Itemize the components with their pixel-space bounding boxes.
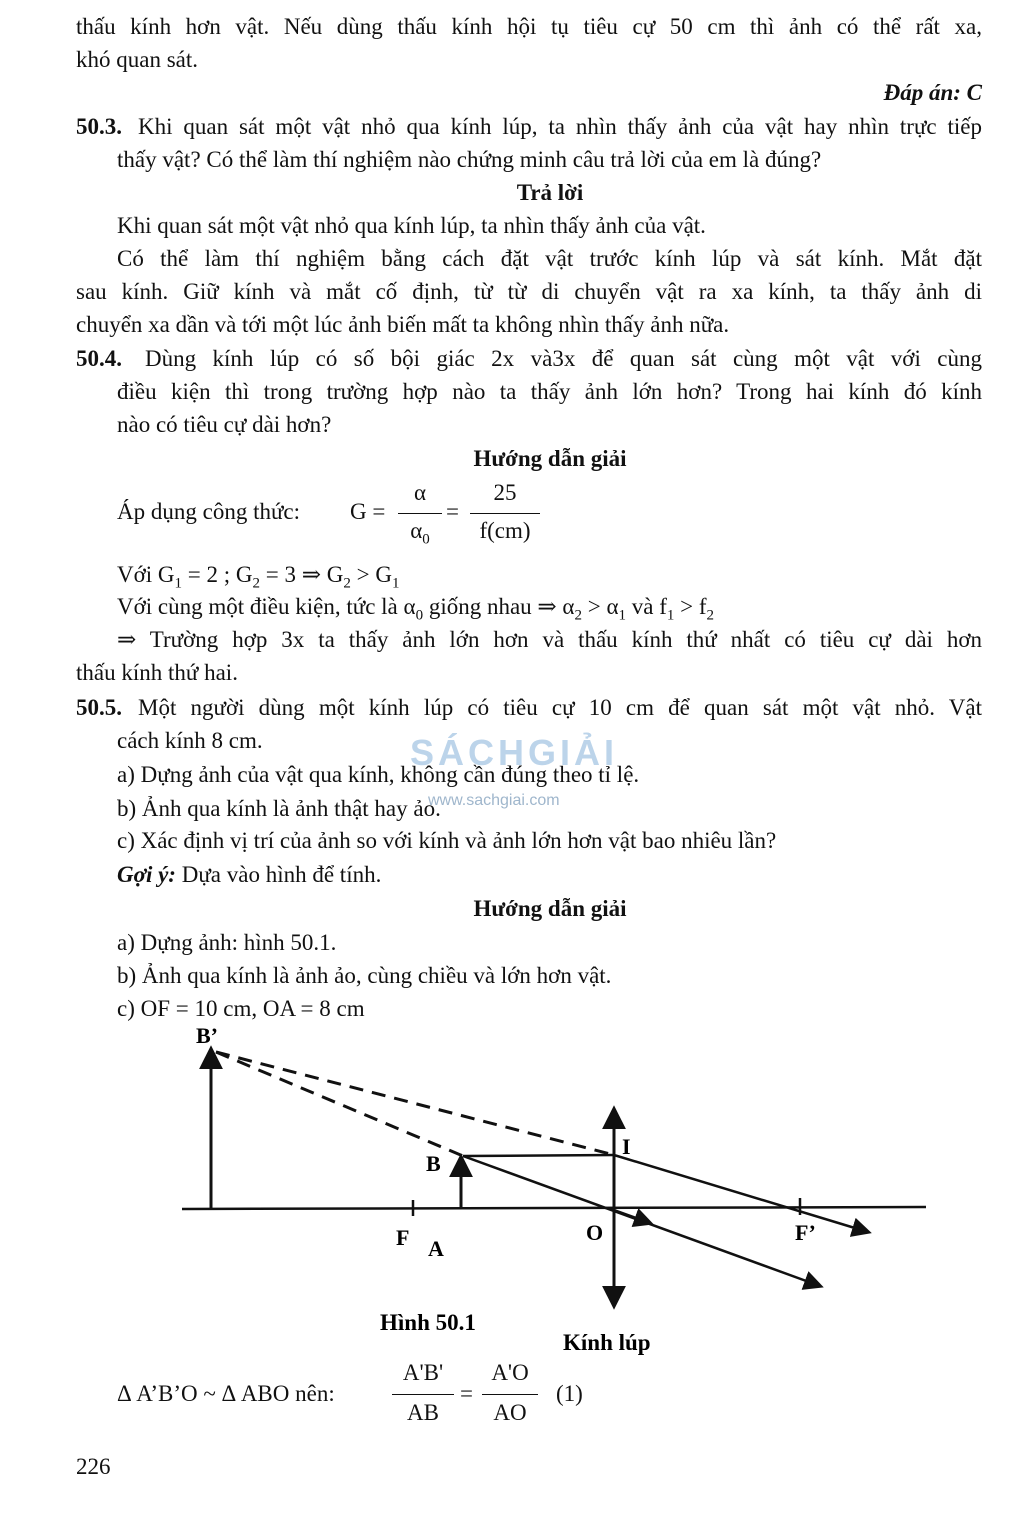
intro-line-1: thấu kính hơn vật. Nếu dùng thấu kính hội tụ tiêu cự 50 cm thì ảnh có thể rất xa, (76, 14, 982, 39)
solution-50-4-line-3: ⇒ Trường hợp 3x ta thấy ảnh lớn hơn và thấu kính thứ nhất có tiêu cự dài hơn (117, 627, 982, 652)
ray-refracted-focal (614, 1155, 868, 1232)
dashed-extension-2 (216, 1052, 463, 1156)
question-50-5-part-a: a) Dựng ảnh của vật qua kính, không cần đúng theo tỉ lệ. (117, 762, 640, 787)
formula-fraction-2-denominator: f(cm) (479, 518, 531, 543)
solution-50-5-part-c: c) OF = 10 cm, OA = 8 cm (117, 996, 365, 1021)
solution-50-4-line-4: thấu kính thứ hai. (76, 660, 238, 685)
watermark-logo: SÁCHGIẢI (410, 732, 619, 773)
answer-50-3-line-3: sau kính. Giữ kính và mắt cố định, từ từ di chuyển vật ra xa kính, ta thấy ảnh di (76, 279, 982, 304)
label-b: B (426, 1151, 441, 1176)
solution-50-4-line-2: Với cùng một điều kiện, tức là $\alpha_0$ giống nhau ⇒ $\alpha_2 > \alpha_1$ và $f_1 > f_2$ (117, 594, 715, 624)
question-50-5-part-c: c) Xác định vị trí của ảnh so với kính và ảnh lớn hơn vật bao nhiêu lần? (117, 828, 777, 853)
formula-equals: = (446, 499, 459, 524)
watermark-url: www.sachgiai.com (428, 792, 560, 809)
answer-50-3-line-2: Có thể làm thí nghiệm bằng cách đặt vật trước kính lúp và sát kính. Mắt đặt (117, 246, 982, 271)
label-f-prime: F’ (795, 1220, 816, 1245)
question-50-5-line-1: Một người dùng một kính lúp có tiêu cự 10 cm để quan sát một vật nhỏ. Vật (138, 695, 982, 720)
solution-50-5-part-a: a) Dựng ảnh: hình 50.1. (117, 930, 337, 955)
similarity-fraction-bar (392, 1394, 454, 1395)
question-number-50-5: 50.5. (76, 695, 122, 720)
label-i: I (622, 1134, 631, 1159)
formula-g: G = (350, 499, 386, 524)
solution-50-4-line-1: Với $G_1 = 2$ ; $G_2 = 3$ ⇒ $G_2 > G_1$ (117, 562, 400, 592)
solution-50-5-part-b: b) Ảnh qua kính là ảnh ảo, cùng chiều và lớn hơn vật. (117, 963, 612, 988)
label-f: F (396, 1225, 410, 1250)
figure-caption: Hình 50.1 (380, 1310, 476, 1335)
principal-axis (182, 1207, 926, 1209)
similarity-fraction-1-denominator: AB (407, 1400, 439, 1425)
similarity-fraction-2-denominator: AO (493, 1400, 527, 1425)
solution-heading-50-4: Hướng dẫn giải (473, 446, 627, 471)
answer-heading: Trả lời (516, 180, 584, 205)
similarity-equals: = (460, 1381, 473, 1406)
question-number-50-4: 50.4. (76, 346, 122, 371)
question-50-4-line-3: nào có tiêu cự dài hơn? (117, 412, 332, 437)
answer-50-3-line-4: chuyển xa dần và tới một lúc ảnh biến mất ta không nhìn thấy ảnh nữa. (76, 312, 730, 337)
label-b-prime: B’ (196, 1023, 218, 1048)
question-50-3-line-2: thấy vật? Có thể làm thí nghiệm nào chứng minh câu trả lời của em là đúng? (117, 147, 822, 172)
label-o: O (586, 1220, 604, 1245)
question-50-3-line-1: Khi quan sát một vật nhỏ qua kính lúp, ta nhìn thấy ảnh của vật hay nhìn trực tiếp (138, 114, 982, 139)
dashed-extension-1 (216, 1052, 614, 1155)
answer-label: Đáp án: C (883, 80, 982, 105)
ray-center-arrow (614, 1210, 650, 1223)
similarity-prefix: Δ A’B’O ~ Δ ABO nên: (117, 1381, 335, 1406)
formula-fraction-2-numerator: 25 (493, 480, 517, 505)
similarity-fraction-1-numerator: A'B' (402, 1360, 444, 1385)
ray-parallel (463, 1155, 614, 1156)
intro-line-2: khó quan sát. (76, 47, 199, 72)
question-50-4-line-1: Dùng kính lúp có số bội giác 2x và3x để quan sát cùng một vật với cùng (145, 346, 982, 371)
question-50-4-line-2: điều kiện thì trong trường hợp nào ta thấy ảnh lớn hơn? Trong hai kính đó kính (117, 379, 982, 404)
formula-fraction-1-denominator: $\alpha_0$ (410, 518, 430, 548)
similarity-fraction-bar (482, 1394, 538, 1395)
formula-fraction-1-numerator: α (413, 480, 427, 505)
solution-heading-50-5: Hướng dẫn giải (473, 896, 627, 921)
question-50-5-part-b: b) Ảnh qua kính là ảnh thật hay ảo. (117, 796, 441, 821)
lens-label: Kính lúp (563, 1330, 651, 1355)
similarity-fraction-2-numerator: A'O (491, 1360, 529, 1385)
equation-tag: (1) (556, 1381, 583, 1406)
answer-50-3-line-1: Khi quan sát một vật nhỏ qua kính lúp, ta nhìn thấy ảnh của vật. (117, 213, 706, 238)
hint-line: Gợi ý: Dựa vào hình để tính. (117, 862, 382, 887)
label-a: A (428, 1236, 444, 1261)
question-50-5-line-2: cách kính 8 cm. (117, 728, 263, 753)
formula-prefix: Áp dụng công thức: (117, 499, 301, 524)
page-number: 226 (76, 1454, 111, 1479)
question-number-50-3: 50.3. (76, 114, 122, 139)
